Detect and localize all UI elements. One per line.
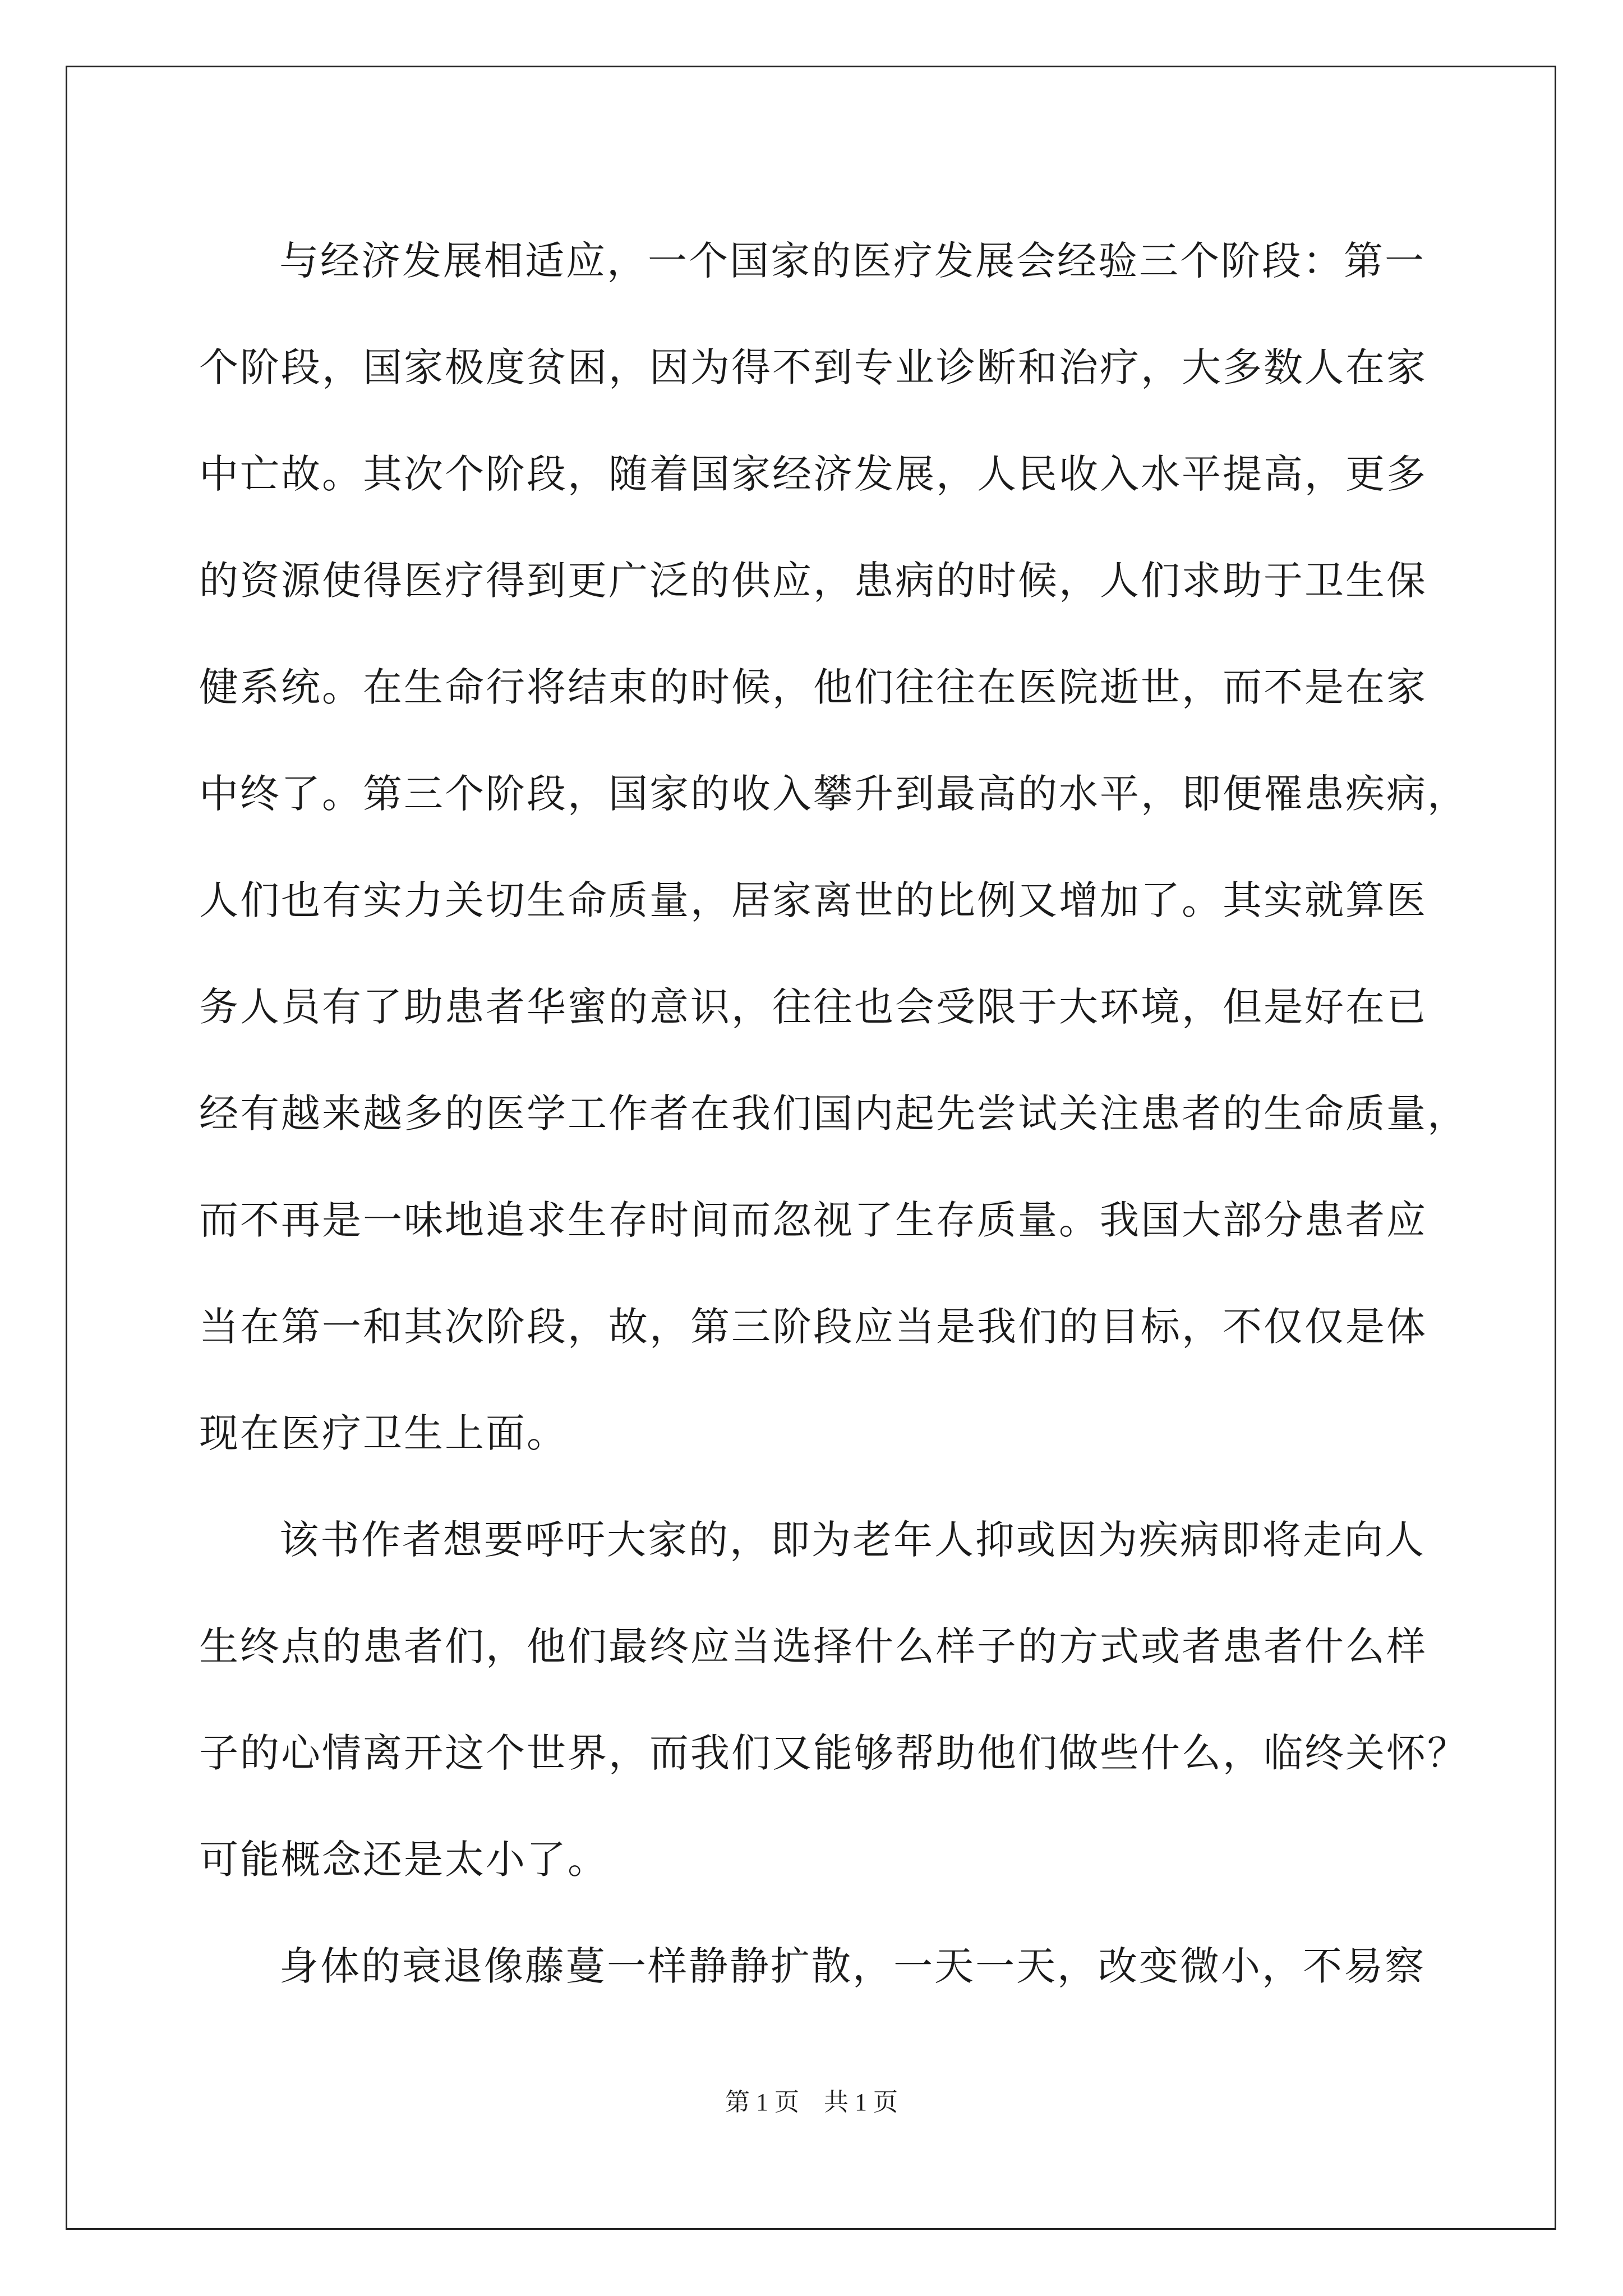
paragraph-1-line: 务人员有了助患者华蜜的意识，往往也会受限于大环境，但是好在已 (199, 984, 1427, 1030)
paragraph-1-line: 当在第一和其次阶段，故，第三阶段应当是我们的目标，不仅仅是体 (199, 1304, 1427, 1350)
paragraph-2-line: 生终点的患者们，他们最终应当选择什么样子的方式或者患者什么样 (199, 1623, 1427, 1669)
paragraph-2-line: 该书作者想要呼吁大家的，即为老年人抑或因为疾病即将走向人 (279, 1517, 1426, 1563)
paragraph-2-line: 可能概念还是太小了。 (199, 1837, 608, 1883)
paragraph-1-line: 人们也有实力关切生命质量，居家离世的比例又增加了。其实就算医 (199, 877, 1427, 923)
paragraph-1-line: 现在医疗卫生上面。 (199, 1410, 568, 1456)
paragraph-1-line: 中亡故。其次个阶段，随着国家经济发展，人民收入水平提高，更多 (199, 451, 1427, 497)
paragraph-1-line: 个阶段，国家极度贫困，因为得不到专业诊断和治疗，大多数人在家 (199, 344, 1427, 390)
paragraph-1-line: 健系统。在生命行将结束的时候，他们往往在医院逝世，而不是在家 (199, 664, 1427, 710)
paragraph-3-line: 身体的衰退像藤蔓一样静静扩散，一天一天，改变微小，不易察 (279, 1943, 1426, 1989)
paragraph-1-line: 经有越来越多的医学工作者在我们国内起先尝试关注患者的生命质量， (199, 1091, 1468, 1137)
page-number: 第 1 页 共 1 页 (725, 2088, 898, 2116)
document-body (199, 208, 1468, 2019)
paragraph-1-line: 与经济发展相适应，一个国家的医疗发展会经验三个阶段：第一 (279, 238, 1426, 284)
paragraph-1-line: 中终了。第三个阶段，国家的收入攀升到最高的水平，即便罹患疾病， (199, 771, 1468, 817)
paragraph-2-line: 子的心情离开这个世界，而我们又能够帮助他们做些什么，临终关怀？ (199, 1730, 1468, 1776)
paragraph-1-line: 而不再是一味地追求生存时间而忽视了生存质量。我国大部分患者应 (199, 1197, 1427, 1243)
paragraph-1-line: 的资源使得医疗得到更广泛的供应，患病的时候，人们求助于卫生保 (199, 558, 1427, 604)
